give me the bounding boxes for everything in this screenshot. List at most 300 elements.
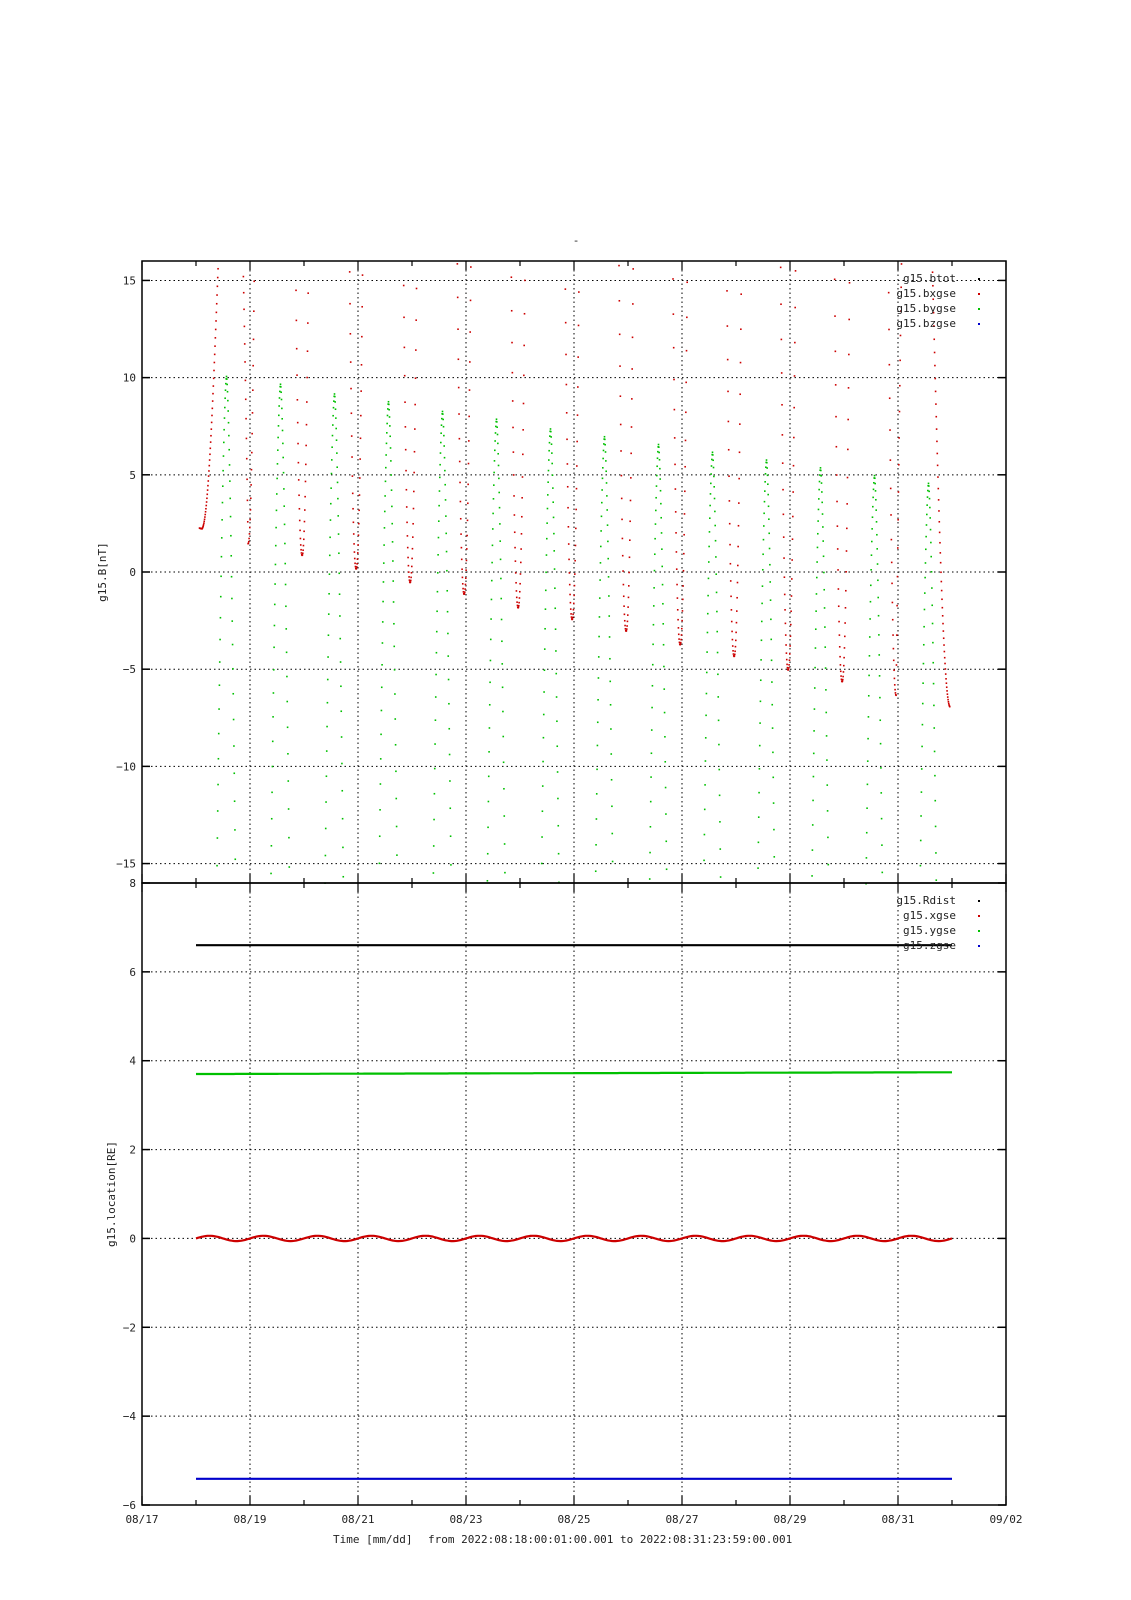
bygse-point — [550, 431, 552, 433]
bxgse-point — [934, 378, 936, 380]
bxgse-point — [522, 454, 524, 456]
bygse-point — [827, 810, 829, 812]
bygse-point — [281, 408, 283, 410]
bygse-point — [499, 540, 501, 542]
bxgse-point — [470, 266, 472, 268]
bygse-point — [759, 745, 761, 747]
bxgse-point — [621, 498, 623, 500]
bxgse-point — [307, 350, 309, 352]
bxgse-point — [937, 488, 939, 490]
bxgse-point — [738, 478, 740, 480]
bygse-point — [219, 661, 221, 663]
bygse-point — [659, 478, 661, 480]
bxgse-point — [674, 437, 676, 439]
bxgse-point — [784, 594, 786, 596]
legend-label: g15.bxgse — [896, 287, 956, 300]
bxgse-point — [217, 286, 219, 288]
bygse-point — [500, 559, 502, 561]
bygse-point — [819, 481, 821, 483]
bxgse-point — [728, 421, 730, 423]
legend-label: g15.btot — [903, 272, 956, 285]
bxgse-point — [403, 317, 405, 319]
bygse-point — [822, 513, 824, 515]
bxgse-point — [740, 293, 742, 295]
bygse-point — [923, 663, 925, 665]
bxgse-point — [675, 532, 677, 534]
bxgse-point — [461, 568, 463, 570]
bxgse-point — [300, 549, 302, 551]
bygse-point — [395, 798, 397, 800]
bygse-point — [504, 843, 506, 845]
bygse-point — [231, 620, 233, 622]
bygse-point — [279, 397, 281, 399]
bxgse-point — [404, 347, 406, 349]
bygse-point — [499, 523, 501, 525]
bygse-point — [707, 595, 709, 597]
bxgse-point — [834, 315, 836, 317]
bygse-point — [379, 862, 381, 864]
bxgse-point — [464, 593, 466, 595]
bxgse-point — [894, 678, 896, 680]
bygse-point — [767, 475, 769, 477]
bxgse-point — [684, 513, 686, 515]
bygse-point — [717, 674, 719, 676]
bygse-point — [544, 628, 546, 630]
bygse-point — [435, 674, 437, 676]
bygse-point — [932, 623, 934, 625]
bxgse-point — [888, 329, 890, 331]
bygse-point — [607, 541, 609, 543]
bxgse-point — [626, 630, 628, 632]
bxgse-point — [889, 397, 891, 399]
bxgse-point — [682, 599, 684, 601]
bxgse-point — [940, 552, 942, 554]
bxgse-point — [577, 414, 579, 416]
bygse-point — [772, 752, 774, 754]
bxgse-point — [622, 555, 624, 557]
bxgse-point — [216, 294, 218, 296]
bygse-point — [605, 460, 607, 462]
bxgse-point — [515, 572, 517, 574]
bxgse-point — [946, 686, 948, 688]
bxgse-point — [469, 389, 471, 391]
legend-marker — [978, 915, 980, 917]
bygse-point — [283, 488, 285, 490]
bxgse-point — [678, 634, 680, 636]
bygse-point — [548, 450, 550, 452]
bxgse-point — [894, 689, 896, 691]
bxgse-point — [414, 404, 416, 406]
bxgse-point — [208, 475, 210, 477]
bygse-point — [872, 497, 874, 499]
bygse-point — [931, 571, 933, 573]
bygse-point — [600, 530, 602, 532]
bygse-point — [816, 561, 818, 563]
bxgse-point — [897, 576, 899, 578]
bygse-point — [876, 548, 878, 550]
bygse-point — [658, 452, 660, 454]
bygse-point — [230, 535, 232, 537]
bygse-point — [288, 866, 290, 868]
bxgse-point — [847, 449, 849, 451]
bxgse-point — [947, 693, 949, 695]
bygse-point — [278, 425, 280, 427]
bygse-point — [764, 481, 766, 483]
bygse-point — [326, 726, 328, 728]
bygse-point — [226, 384, 228, 386]
bxgse-point — [628, 572, 630, 574]
bygse-point — [339, 593, 341, 595]
bxgse-point — [354, 558, 356, 560]
bygse-point — [663, 644, 665, 646]
bygse-point — [342, 876, 344, 878]
bygse-point — [557, 825, 559, 827]
bxgse-point — [685, 440, 687, 442]
bxgse-point — [628, 597, 630, 599]
bxgse-point — [835, 416, 837, 418]
bygse-point — [657, 457, 659, 459]
bygse-point — [330, 487, 332, 489]
bygse-point — [600, 562, 602, 564]
bygse-point — [442, 419, 444, 421]
bygse-point — [221, 519, 223, 521]
bxgse-point — [574, 573, 576, 575]
bxgse-point — [415, 319, 417, 321]
bxgse-point — [209, 453, 211, 455]
bxgse-point — [358, 509, 360, 511]
bygse-point — [662, 623, 664, 625]
bxgse-point — [460, 501, 462, 503]
bygse-point — [868, 695, 870, 697]
bxgse-point — [794, 342, 796, 344]
bygse-point — [286, 652, 288, 654]
bygse-point — [717, 652, 719, 654]
bygse-point — [768, 505, 770, 507]
bxgse-point — [306, 401, 308, 403]
bygse-point — [280, 386, 282, 388]
bxgse-point — [893, 648, 895, 650]
bxgse-point — [203, 524, 205, 526]
bxgse-point — [737, 565, 739, 567]
bygse-point — [866, 832, 868, 834]
bxgse-point — [619, 334, 621, 336]
bxgse-point — [214, 354, 216, 356]
bxgse-point — [794, 375, 796, 377]
bygse-point — [382, 642, 384, 644]
bygse-point — [826, 735, 828, 737]
bxgse-point — [467, 520, 469, 522]
bygse-point — [707, 632, 709, 634]
bxgse-point — [209, 459, 211, 461]
bygse-point — [718, 769, 720, 771]
bxgse-point — [624, 625, 626, 627]
bxgse-point — [565, 354, 567, 356]
bygse-point — [816, 577, 818, 579]
bygse-point — [656, 475, 658, 477]
bygse-point — [606, 495, 608, 497]
bygse-point — [489, 681, 491, 683]
bygse-point — [868, 675, 870, 677]
bygse-point — [651, 707, 653, 709]
bygse-point — [328, 613, 330, 615]
bygse-point — [602, 478, 604, 480]
bygse-point — [651, 729, 653, 731]
bygse-point — [925, 536, 927, 538]
bygse-point — [439, 477, 441, 479]
bygse-point — [219, 684, 221, 686]
bxgse-point — [626, 625, 628, 627]
bxgse-point — [359, 458, 361, 460]
bxgse-point — [295, 290, 297, 292]
bxgse-point — [620, 424, 622, 426]
bxgse-point — [407, 547, 409, 549]
bygse-point — [813, 753, 815, 755]
bxgse-point — [785, 623, 787, 625]
bygse-point — [327, 702, 329, 704]
bygse-point — [710, 493, 712, 495]
bxgse-point — [512, 372, 514, 374]
bygse-point — [233, 719, 235, 721]
bygse-point — [604, 444, 606, 446]
y-tick-label: 6 — [129, 965, 136, 979]
bxgse-point — [250, 509, 252, 511]
bygse-point — [556, 720, 558, 722]
bxgse-point — [788, 667, 790, 669]
bxgse-point — [622, 538, 624, 540]
bxgse-point — [207, 480, 209, 482]
bxgse-point — [360, 415, 362, 417]
bxgse-point — [792, 516, 794, 518]
bygse-point — [821, 491, 823, 493]
bxgse-point — [408, 576, 410, 578]
bxgse-point — [630, 453, 632, 455]
bxgse-point — [518, 602, 520, 604]
bxgse-point — [251, 433, 253, 435]
bygse-point — [714, 511, 716, 513]
bygse-point — [285, 628, 287, 630]
bygse-point — [871, 528, 873, 530]
bxgse-point — [298, 479, 300, 481]
bygse-point — [866, 807, 868, 809]
bygse-point — [502, 736, 504, 738]
bxgse-point — [243, 309, 245, 311]
bxgse-point — [844, 647, 846, 649]
bxgse-point — [357, 544, 359, 546]
bxgse-point — [208, 470, 210, 472]
bygse-point — [867, 760, 869, 762]
bxgse-point — [574, 560, 576, 562]
bxgse-point — [686, 317, 688, 319]
bygse-point — [874, 477, 876, 479]
bxgse-point — [944, 663, 946, 665]
bxgse-point — [415, 377, 417, 379]
bygse-point — [332, 435, 334, 437]
y-tick-label: 0 — [129, 566, 136, 579]
bygse-point — [340, 685, 342, 687]
bygse-point — [922, 682, 924, 684]
bxgse-point — [251, 452, 253, 454]
bxgse-point — [835, 351, 837, 353]
bygse-point — [395, 744, 397, 746]
bygse-point — [651, 752, 653, 754]
bygse-point — [766, 462, 768, 464]
bxgse-point — [468, 440, 470, 442]
bygse-point — [390, 474, 392, 476]
bygse-point — [705, 760, 707, 762]
bxgse-point — [786, 664, 788, 666]
bygse-point — [873, 489, 875, 491]
bygse-point — [708, 561, 710, 563]
bygse-point — [328, 634, 330, 636]
bygse-point — [222, 485, 224, 487]
bxgse-point — [459, 438, 461, 440]
bygse-point — [501, 640, 503, 642]
bygse-point — [224, 397, 226, 399]
bygse-point — [493, 498, 495, 500]
bxgse-point — [632, 303, 634, 305]
bygse-point — [336, 452, 338, 454]
bygse-point — [450, 864, 452, 866]
bxgse-point — [942, 623, 944, 625]
bygse-point — [390, 460, 392, 462]
bygse-point — [705, 715, 707, 717]
bxgse-point — [569, 572, 571, 574]
bygse-point — [494, 450, 496, 452]
bxgse-point — [252, 365, 254, 367]
bygse-point — [929, 498, 931, 500]
bxgse-point — [619, 300, 621, 302]
bygse-point — [704, 809, 706, 811]
bxgse-point — [781, 339, 783, 341]
bygse-point — [281, 418, 283, 420]
bygse-point — [386, 443, 388, 445]
bxgse-point — [412, 523, 414, 525]
bygse-point — [714, 525, 716, 527]
bygse-point — [396, 826, 398, 828]
bygse-point — [338, 552, 340, 554]
bxgse-point — [946, 682, 948, 684]
bygse-point — [926, 514, 928, 516]
bxgse-point — [737, 546, 739, 548]
location-panel — [105, 877, 1006, 1512]
bxgse-point — [678, 638, 680, 640]
bxgse-point — [206, 497, 208, 499]
bxgse-point — [360, 437, 362, 439]
bxgse-point — [837, 569, 839, 571]
bxgse-point — [784, 609, 786, 611]
bxgse-point — [842, 676, 844, 678]
bygse-point — [383, 581, 385, 583]
bygse-point — [703, 860, 705, 862]
bxgse-point — [405, 426, 407, 428]
bygse-point — [389, 425, 391, 427]
bygse-point — [546, 522, 548, 524]
bygse-point — [610, 704, 612, 706]
bygse-point — [557, 798, 559, 800]
bxgse-point — [731, 621, 733, 623]
bygse-point — [545, 590, 547, 592]
bxgse-point — [780, 303, 782, 305]
bxgse-point — [302, 549, 304, 551]
bygse-point — [385, 454, 387, 456]
bxgse-point — [681, 634, 683, 636]
x-tick-label: 08/21 — [341, 1513, 375, 1526]
top-legend — [896, 272, 980, 330]
bygse-point — [770, 599, 772, 601]
bygse-point — [334, 401, 336, 403]
bxgse-point — [736, 622, 738, 624]
bygse-point — [333, 407, 335, 409]
bygse-point — [272, 716, 274, 718]
bxgse-point — [845, 571, 847, 573]
bygse-point — [599, 597, 601, 599]
bygse-point — [763, 512, 765, 514]
bygse-point — [396, 854, 398, 856]
bygse-point — [442, 413, 444, 415]
bxgse-point — [791, 559, 793, 561]
bygse-point — [379, 835, 381, 837]
bxgse-point — [520, 548, 522, 550]
bygse-point — [450, 835, 452, 837]
bxgse-point — [513, 495, 515, 497]
bygse-point — [554, 607, 556, 609]
bygse-point — [447, 633, 449, 635]
bxgse-point — [356, 568, 358, 570]
bxgse-point — [248, 541, 250, 543]
bygse-point — [334, 393, 336, 395]
bygse-point — [443, 435, 445, 437]
bygse-point — [876, 521, 878, 523]
bxgse-point — [204, 516, 206, 518]
bygse-point — [445, 515, 447, 517]
bygse-point — [653, 624, 655, 626]
bygse-point — [933, 683, 935, 685]
bxgse-point — [566, 412, 568, 414]
bygse-point — [872, 506, 874, 508]
bygse-point — [228, 449, 230, 451]
bygse-point — [334, 396, 336, 398]
bygse-point — [822, 526, 824, 528]
bygse-point — [446, 590, 448, 592]
bxgse-point — [891, 583, 893, 585]
bygse-point — [384, 495, 386, 497]
bygse-point — [328, 593, 330, 595]
bygse-point — [822, 540, 824, 542]
y-tick-label: 10 — [122, 371, 136, 385]
bygse-point — [764, 490, 766, 492]
bxgse-point — [252, 389, 254, 391]
bygse-point — [217, 784, 219, 786]
bygse-point — [872, 516, 874, 518]
bygse-point — [444, 470, 446, 472]
bygse-point — [273, 647, 275, 649]
bygse-point — [602, 467, 604, 469]
bygse-point — [326, 775, 328, 777]
bygse-point — [340, 710, 342, 712]
bygse-point — [217, 810, 219, 812]
bygse-point — [814, 687, 816, 689]
bygse-point — [921, 768, 923, 770]
bxgse-point — [206, 501, 208, 503]
bygse-point — [337, 482, 339, 484]
bxgse-point — [249, 533, 251, 535]
bygse-point — [274, 625, 276, 627]
bxgse-point — [522, 429, 524, 431]
bxgse-point — [215, 329, 217, 331]
y-tick-label: 4 — [129, 1054, 136, 1068]
bygse-point — [761, 639, 763, 641]
bxgse-point — [468, 463, 470, 465]
